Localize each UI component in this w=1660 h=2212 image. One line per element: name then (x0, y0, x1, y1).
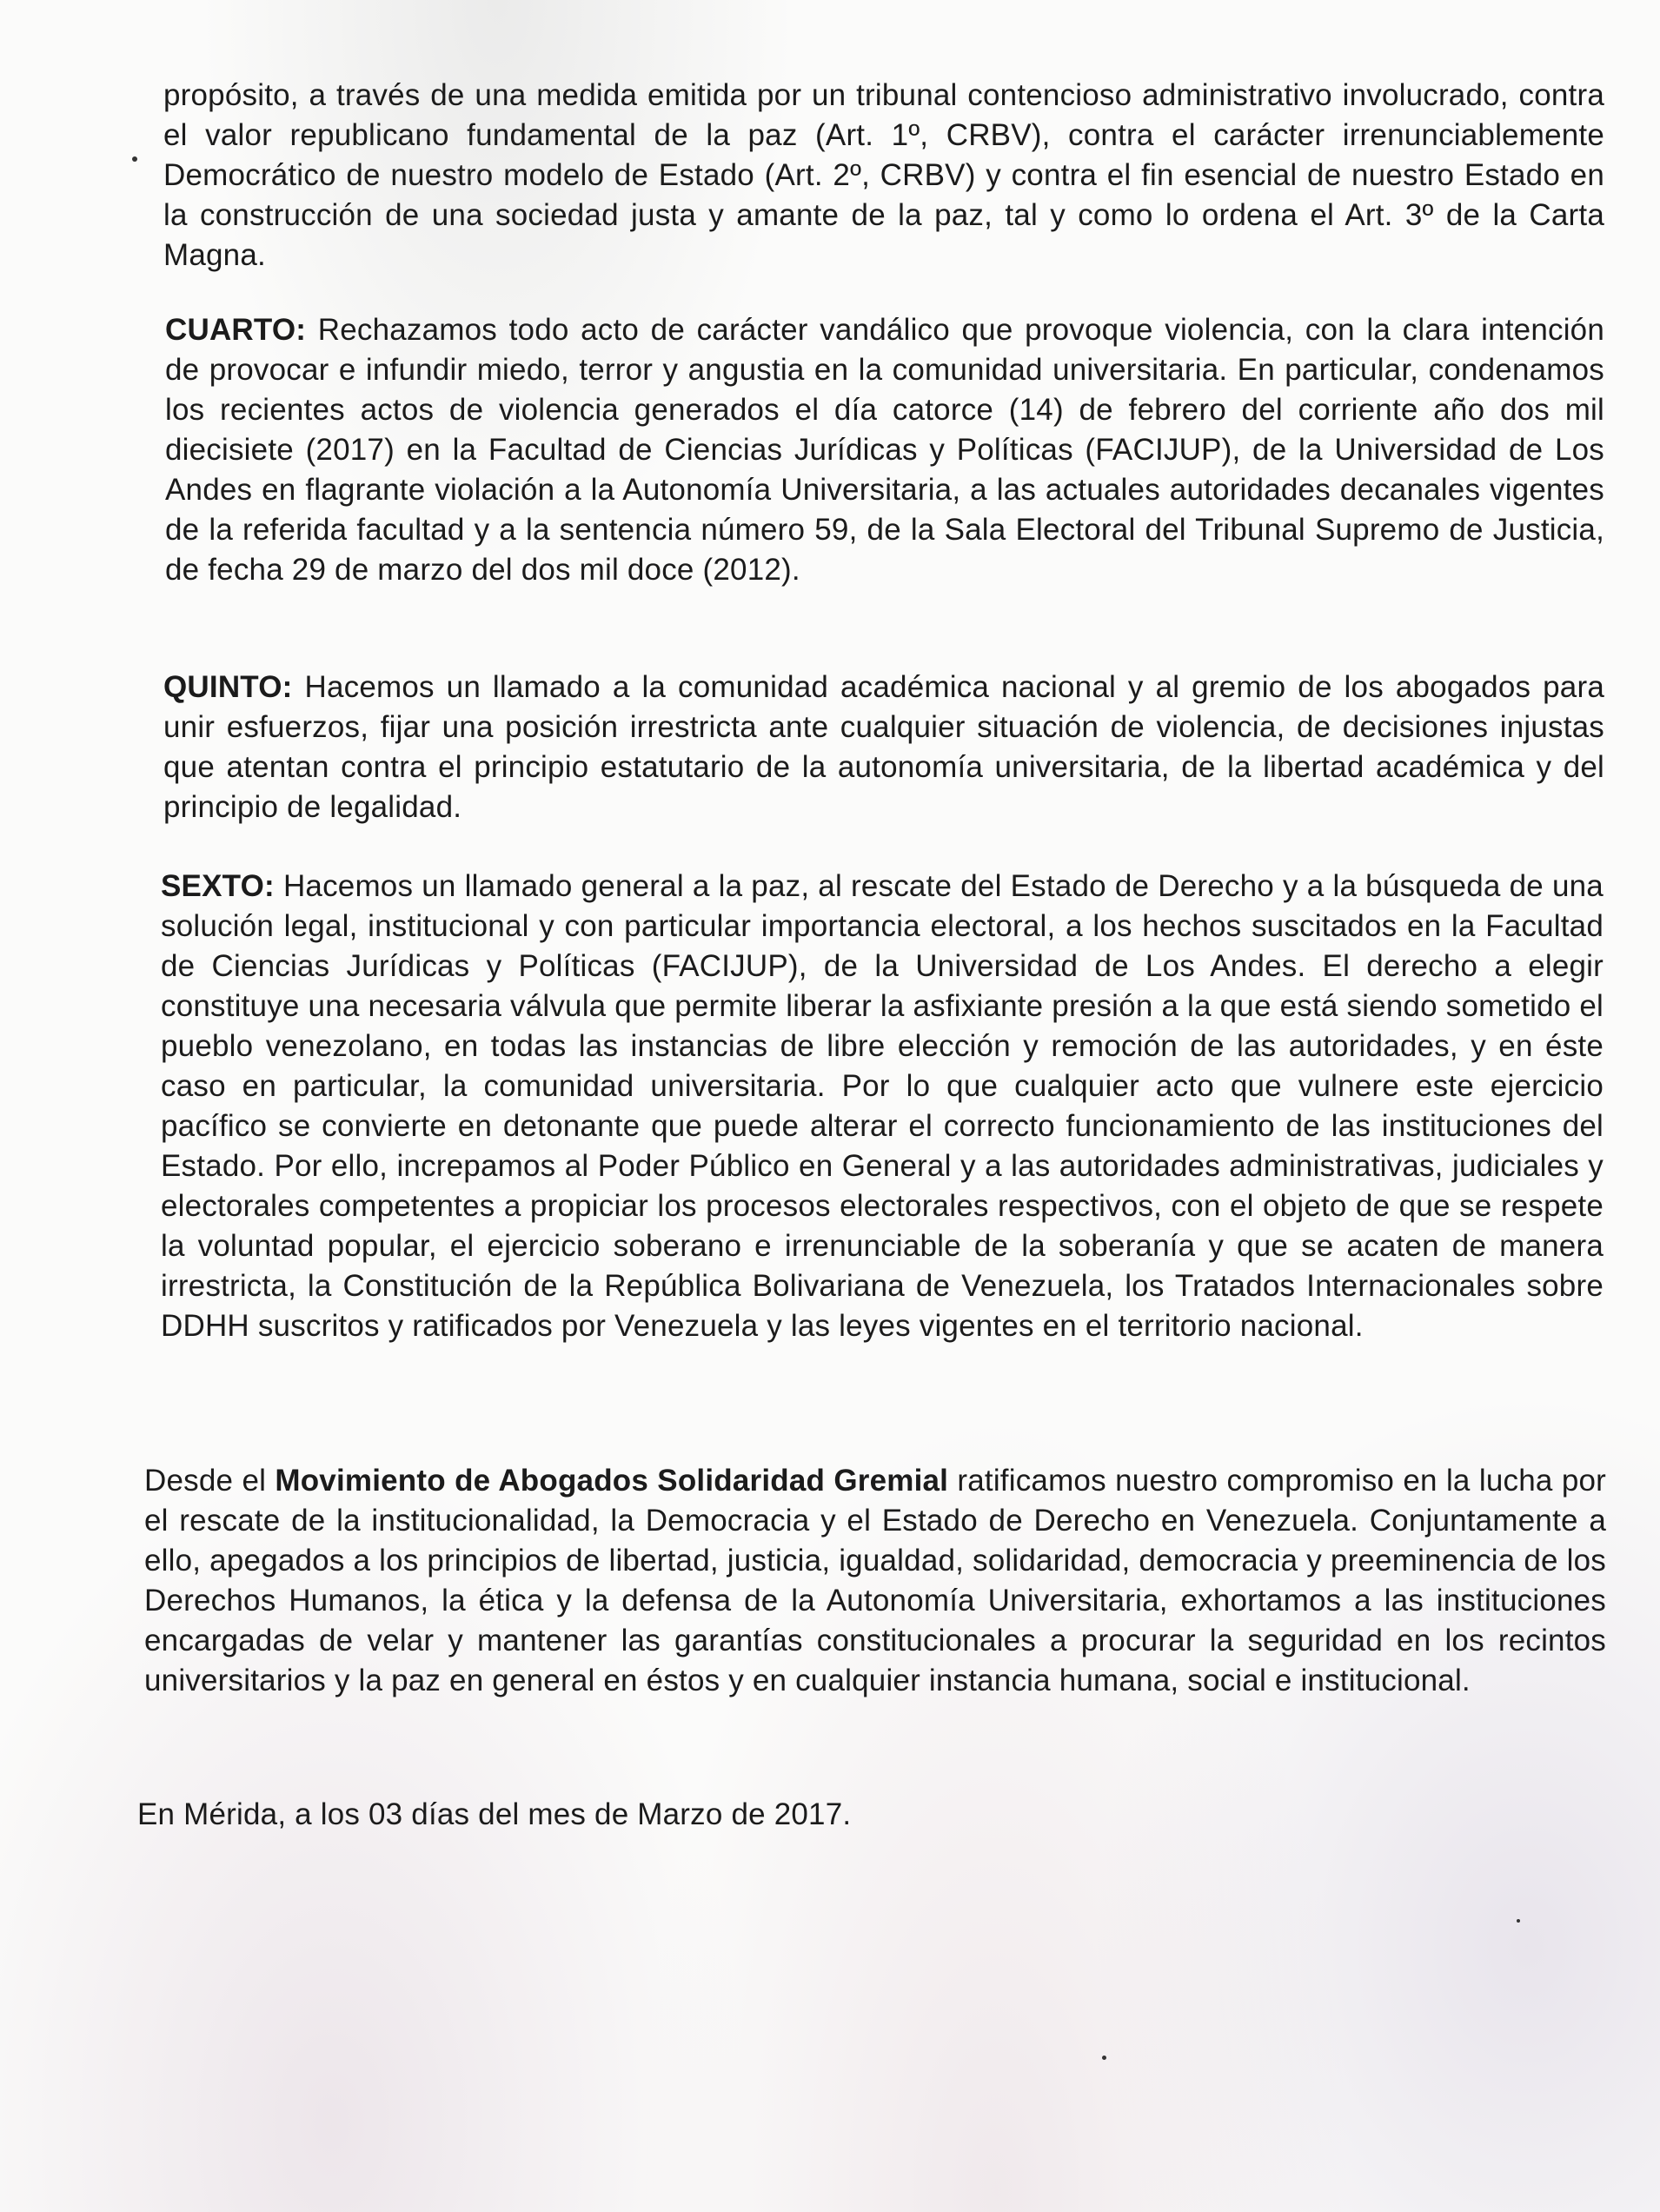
cuarto-text: Rechazamos todo acto de carácter vandálico que provoque violencia, con la clara intención de provocar e infundir miedo, terror y angustia en la comunidad universitaria. En particular, condenamos los recientes actos de violencia generados el día catorce (14) de febrero del corriente año dos mil diecisiete (2017) en la Facultad de Ciencias Jurídicas y Políticas (FACIJUP), de la Universidad de Los Andes en flagrante violación a la Autonomía Universitaria, a las actuales autoridades decanales vigentes de la referida facultad y a la sentencia número 59, de la Sala Electoral del Tribunal Supremo de Justicia, de fecha 29 de marzo del dos mil doce (2012). (165, 313, 1604, 587)
scan-speck (1102, 2056, 1106, 2060)
closing-paragraph (144, 1461, 1606, 1701)
quinto-paragraph (163, 668, 1604, 827)
sexto-paragraph (161, 867, 1604, 1346)
scan-speck (1517, 1919, 1520, 1923)
closing-prefix: Desde el (144, 1464, 276, 1498)
quinto-text: Hacemos un llamado a la comunidad académica nacional y al gremio de los abogados para unir esfuerzos, fijar una posición irrestricta ante cualquier situación de violencia, de decisiones injustas que atentan contra el principio estatutario de la autonomía universitaria, de la libertad académica y del principio de legalidad. (163, 670, 1604, 824)
organization-name: Movimiento de Abogados Solidaridad Gremial (275, 1464, 949, 1498)
intro-text: propósito, a través de una medida emitida por un tribunal contencioso administrativo involucrado, contra el valor republicano fundamental de la paz (Art. 1º, CRBV), contra el carácter irrenunciablemente Democrático de nuestro modelo de Estado (Art. 2º, CRBV) y contra el fin esencial de nuestro Estado en la construcción de una sociedad justa y amante de la paz, tal y como lo ordena el Art. 3º de la Carta Magna. (163, 78, 1604, 272)
date-line (137, 1795, 1528, 1835)
scan-speck (132, 156, 137, 162)
intro-paragraph (163, 76, 1604, 276)
date-text: En Mérida, a los 03 días del mes de Marzo de 2017. (137, 1797, 852, 1831)
sexto-label: SEXTO: (161, 869, 275, 903)
cuarto-paragraph (165, 310, 1604, 590)
quinto-label: QUINTO: (163, 670, 293, 704)
cuarto-label: CUARTO: (165, 313, 307, 347)
closing-text: ratificamos nuestro compromiso en la lucha por el rescate de la institucionalidad, la Democracia y el Estado de Derecho en Venezuela. Conjuntamente a ello, apegados a los principios de libertad, justicia, igualdad, solidaridad, democracia y preeminencia de los Derechos Humanos, la ética y la defensa de la Autonomía Universitaria, exhortamos a las instituciones encargadas de velar y mantener las garantías constitucionales a procurar la seguridad en los recintos universitarios y la paz en general en éstos y en cualquier instancia humana, social e institucional. (144, 1464, 1607, 1697)
sexto-text: Hacemos un llamado general a la paz, al rescate del Estado de Derecho y a la búsqueda de una solución legal, institucional y con particular importancia electoral, a los hechos suscitados en la Facultad de Ciencias Jurídicas y Políticas (FACIJUP), de la Universidad de Los Andes. El derecho a elegir constituye una necesaria válvula que permite liberar la asfixiante presión a la que está siendo sometido el pueblo venezolano, en todas las instancias de libre elección y remoción de las autoridades, y en éste caso en particular, la comunidad universitaria. Por lo que cualquier acto que vulnere este ejercicio pacífico se convierte en detonante que puede alterar el correcto funcionamiento de las instituciones del Estado. Por ello, increpamos al Poder Público en General y a las autoridades administrativas, judiciales y electorales competentes a propiciar los procesos electorales respectivos, con el objeto de que se respete la voluntad popular, el ejercicio soberano e irrenunciable de la soberanía y que se acaten de manera irrestricta, la Constitución de la República Bolivariana de Venezuela, los Tratados Internacionales sobre DDHH suscritos y ratificados por Venezuela y las leyes vigentes en el territorio nacional. (161, 869, 1604, 1343)
